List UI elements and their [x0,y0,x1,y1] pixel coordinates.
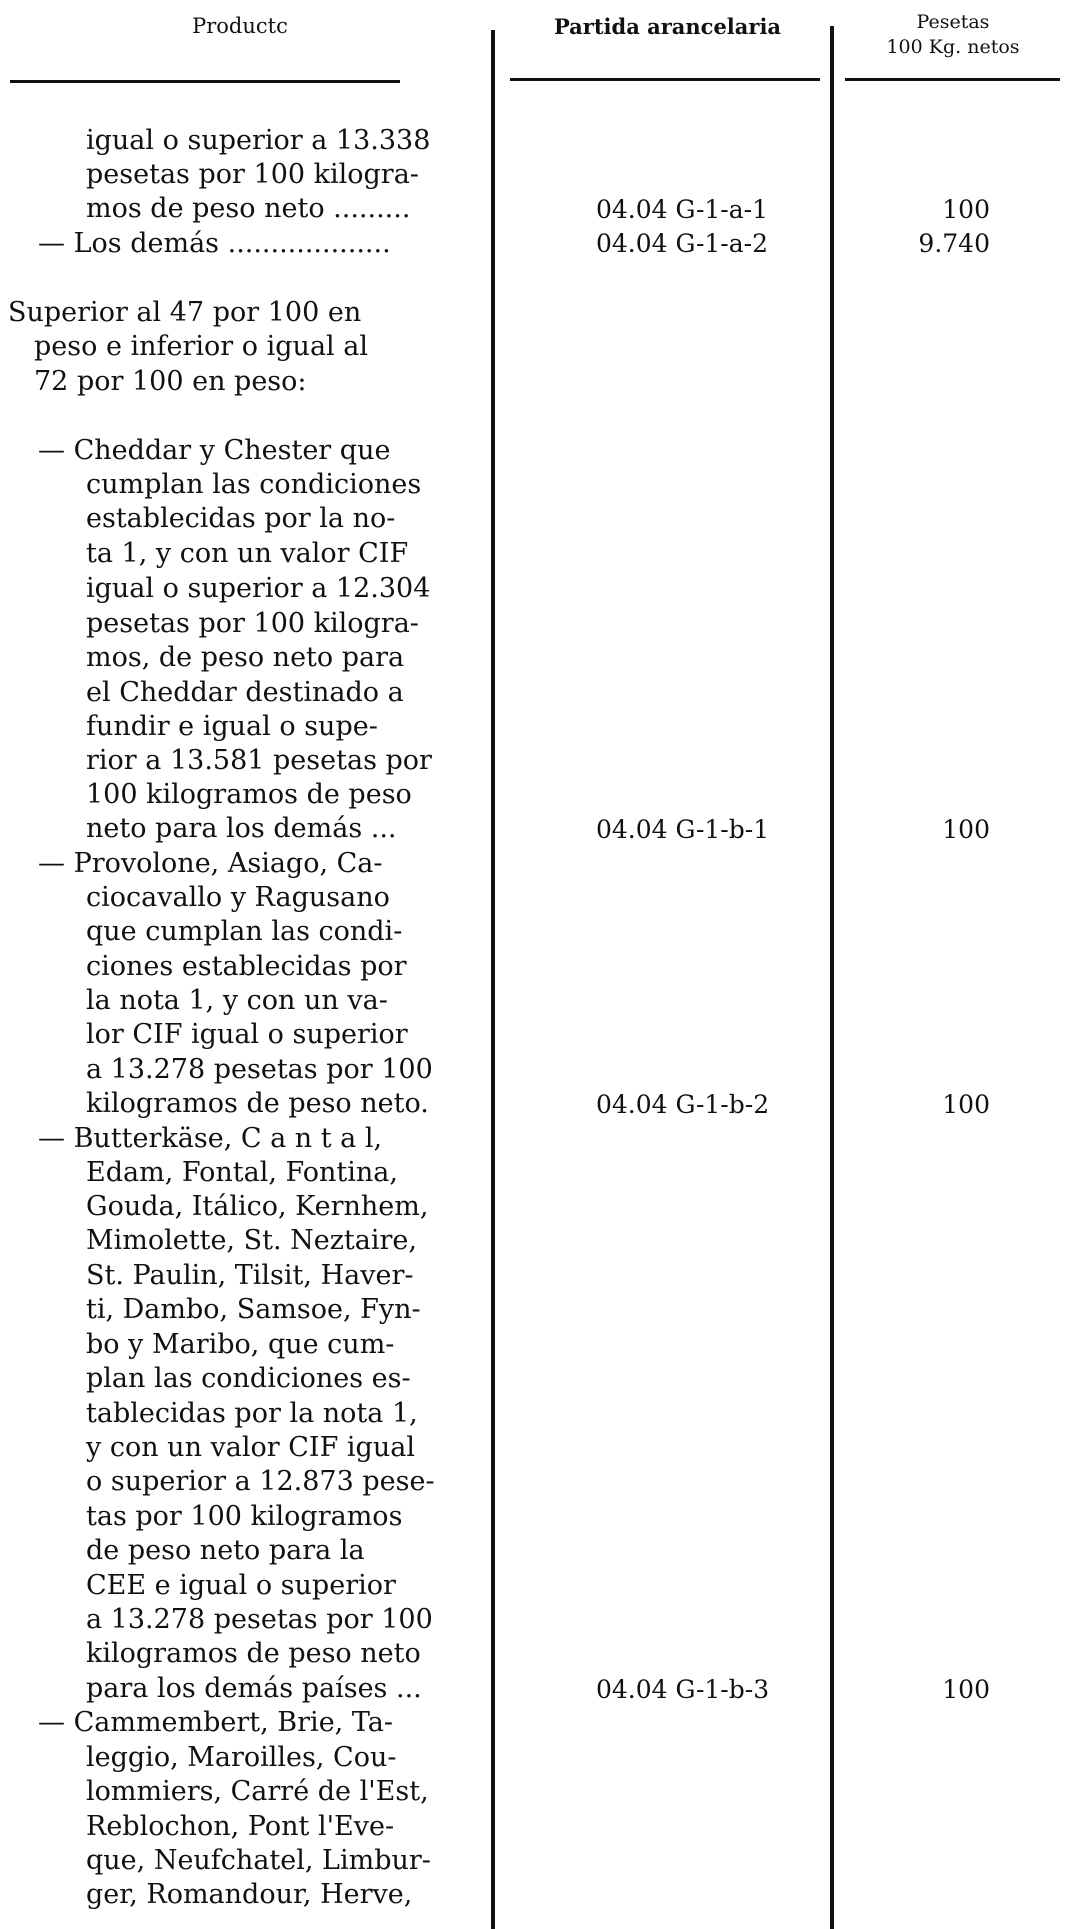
product-line: rior a 13.581 pesetas por [86,745,432,776]
product-line: tablecidas por la nota 1, [86,1398,418,1429]
product-line: lommiers, Carré de l'Est, [86,1776,429,1807]
product-line: el Cheddar destinado a [86,677,404,708]
pesetas-value: 9.740 [918,229,990,258]
header-pesetas-line2: 100 Kg. netos [886,36,1020,58]
product-line: a 13.278 pesetas por 100 [86,1604,433,1635]
product-line: tas por 100 kilogramos [86,1501,403,1532]
product-line: establecidas por la no- [86,503,396,534]
pesetas-value: 100 [942,815,990,844]
product-line: que, Neufchatel, Limbur- [86,1845,431,1876]
tariff-code: 04.04 G-1-a-1 [596,195,769,224]
product-line: ciocavallo y Ragusano [86,882,390,913]
product-line: Edam, Fontal, Fontina, [86,1157,398,1188]
product-line: para los demás países ... [86,1673,422,1704]
pesetas-value: 100 [942,1675,990,1704]
tariff-code: 04.04 G-1-b-2 [596,1090,770,1119]
product-line: o superior a 12.873 pese- [86,1466,435,1497]
product-line: igual o superior a 13.338 [86,125,431,156]
product-line: lor CIF igual o superior [86,1019,408,1050]
header-product: Productc [192,14,288,38]
product-line: fundir e igual o supe- [86,711,378,742]
product-line: kilogramos de peso neto. [86,1088,429,1119]
product-line: ger, Romandour, Herve, [86,1879,413,1910]
product-line: Gouda, Itálico, Kernhem, [86,1191,429,1222]
product-line: bo y Maribo, que cum- [86,1329,395,1360]
column-divider-1 [491,30,495,1929]
product-line: — Cammembert, Brie, Ta- [38,1707,393,1738]
product-line: cumplan las condiciones [86,469,422,500]
product-line: CEE e igual o superior [86,1570,396,1601]
header-rule-pesetas [845,78,1060,81]
product-line: que cumplan las condi- [86,916,403,947]
pesetas-value: 100 [942,1090,990,1119]
product-line: 100 kilogramos de peso [86,779,412,810]
header-partida: Partida arancelaria [553,14,782,39]
product-line: igual o superior a 12.304 [86,573,431,604]
product-line: — Provolone, Asiago, Ca- [38,848,383,879]
product-line: — Butterkäse, C a n t a l, [38,1123,383,1154]
product-line: a 13.278 pesetas por 100 [86,1054,433,1085]
product-line: de peso neto para la [86,1535,365,1566]
tariff-code: 04.04 G-1-b-3 [596,1675,770,1704]
product-line: peso e inferior o igual al [34,331,368,362]
header-pesetas-line1: Pesetas [916,11,990,33]
product-line: y con un valor CIF igual [86,1432,415,1463]
tariff-code: 04.04 G-1-b-1 [596,815,770,844]
product-line: leggio, Maroilles, Cou- [86,1742,397,1773]
product-line: kilogramos de peso neto [86,1638,421,1669]
product-line: — Los demás ................... [38,228,391,259]
header-pesetas [848,10,1058,60]
product-line: la nota 1, y con un va- [86,985,388,1016]
product-line: neto para los demás ... [86,813,397,844]
product-line: — Cheddar y Chester que [38,435,391,466]
tariff-code: 04.04 G-1-a-2 [596,229,769,258]
pesetas-value: 100 [942,195,990,224]
product-line: plan las condiciones es- [86,1363,411,1394]
product-line: ciones establecidas por [86,951,407,982]
product-line: ta 1, y con un valor CIF [86,538,409,569]
product-line: Reblochon, Pont l'Eve- [86,1811,395,1842]
product-line: Mimolette, St. Neztaire, [86,1225,417,1256]
product-line: 72 por 100 en peso: [34,366,307,397]
product-line: mos, de peso neto para [86,642,405,673]
header-rule-partida [510,78,820,81]
product-line: pesetas por 100 kilogra- [86,608,419,639]
product-line: pesetas por 100 kilogra- [86,159,419,190]
column-divider-2 [830,26,834,1929]
header-rule-product [10,80,400,83]
product-line: mos de peso neto ......... [86,193,411,224]
product-line: St. Paulin, Tilsit, Haver- [86,1260,414,1291]
product-line: Superior al 47 por 100 en [8,297,362,328]
product-line: ti, Dambo, Samsoe, Fyn- [86,1294,421,1325]
